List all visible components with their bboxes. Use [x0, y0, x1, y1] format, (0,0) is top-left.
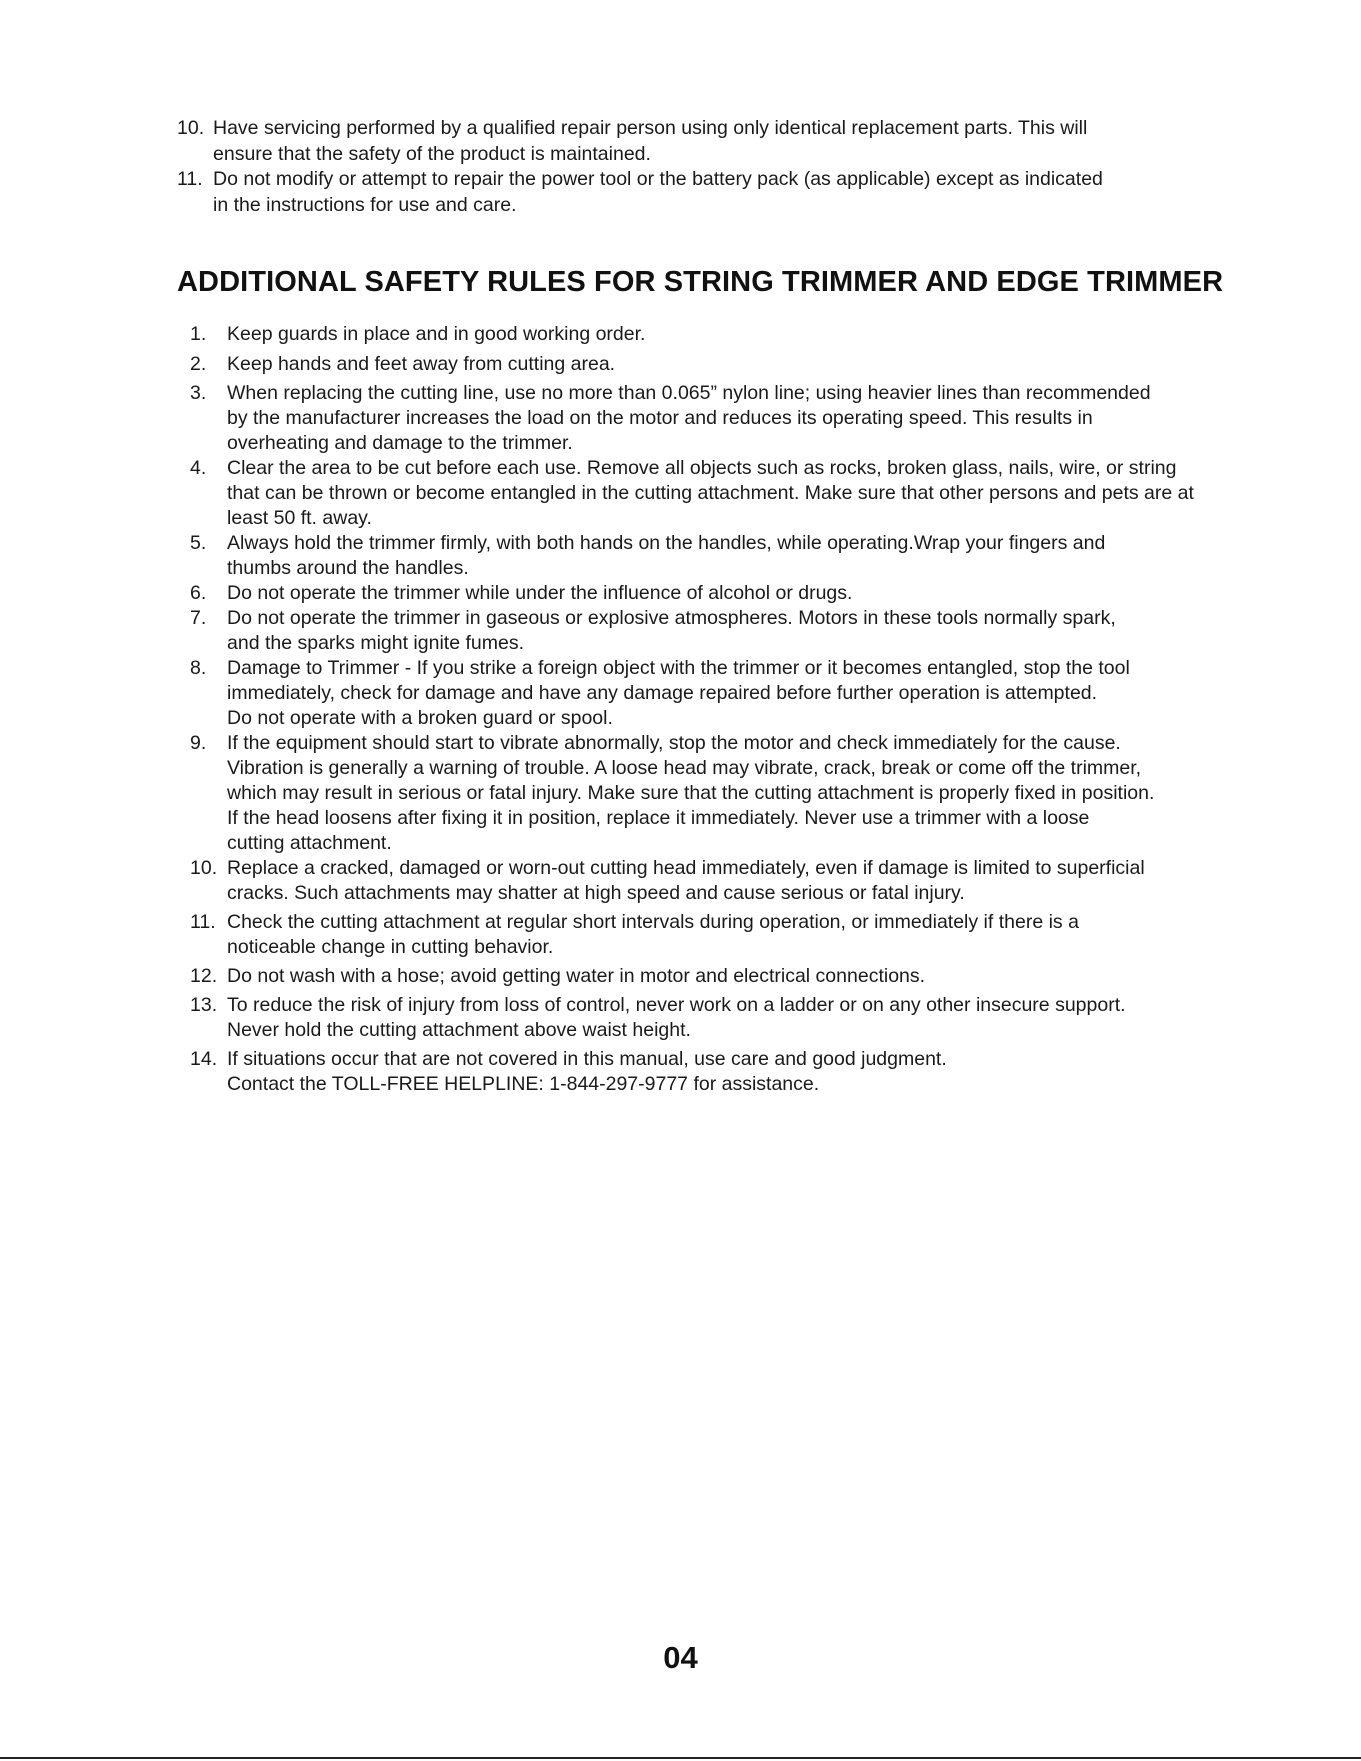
list-text-line: noticeable change in cutting behavior.: [227, 936, 554, 958]
bottom-divider: [0, 1757, 1361, 1759]
list-text-line: that can be thrown or become entangled in the cutting attachment. Make sure that other persons and pets are at: [227, 482, 1194, 504]
list-number: 12.: [190, 965, 218, 987]
list-text-line: by the manufacturer increases the load on the motor and reduces its operating speed. This results in: [227, 407, 1093, 429]
list-text-line: Always hold the trimmer firmly, with both hands on the handles, while operating.Wrap your fingers and: [227, 532, 1106, 554]
intro-item-10: [177, 116, 1277, 167]
list-text-line: ensure that the safety of the product is maintained.: [213, 142, 651, 165]
list-text-line: Keep guards in place and in good working order.: [227, 323, 646, 345]
list-number: 11.: [190, 911, 216, 933]
list-text-line: Keep hands and feet away from cutting area.: [227, 353, 616, 375]
list-text-line: If the equipment should start to vibrate abnormally, stop the motor and check immediately for the cause.: [227, 732, 1121, 754]
rule-item-11: [190, 910, 1270, 960]
rule-item-1: [190, 322, 1270, 347]
list-number: 13.: [190, 994, 218, 1016]
list-text-line: Contact the TOLL-FREE HELPLINE: 1-844-297-9777 for assistance.: [227, 1073, 820, 1095]
list-number: 14.: [190, 1048, 218, 1070]
rule-item-4: [190, 456, 1270, 531]
list-text-line: Vibration is generally a warning of trouble. A loose head may vibrate, crack, break or come off the trimmer,: [227, 757, 1142, 779]
list-text-line: If situations occur that are not covered in this manual, use care and good judgment.: [227, 1048, 947, 1070]
list-text-line: Do not modify or attempt to repair the power tool or the battery pack (as applicable) except as indicated: [213, 168, 1103, 190]
list-text-line: Damage to Trimmer - If you strike a foreign object with the trimmer or it becomes entangled, stop the tool: [227, 657, 1130, 679]
list-number: 3.: [190, 382, 207, 404]
list-text-line: overheating and damage to the trimmer.: [227, 432, 573, 454]
rule-item-9: [190, 731, 1270, 856]
list-number: 2.: [190, 353, 207, 375]
rule-item-7: [190, 606, 1270, 656]
list-number: 7.: [190, 607, 207, 629]
list-text-line: Never hold the cutting attachment above waist height.: [227, 1019, 691, 1041]
intro-item-11: [177, 167, 1277, 218]
continued-general-safety-list: [177, 116, 1277, 218]
list-number: 6.: [190, 582, 207, 604]
list-text-line: Have servicing performed by a qualified repair person using only identical replacement parts. This will: [213, 117, 1088, 139]
page-number: 04: [663, 1640, 698, 1675]
rule-item-3: [190, 381, 1270, 456]
list-text-line: Clear the area to be cut before each use. Remove all objects such as rocks, broken glass, nails, wire, or string: [227, 457, 1177, 479]
rule-item-14: [190, 1047, 1270, 1097]
list-text-line: in the instructions for use and care.: [213, 193, 517, 216]
list-text-line: Do not operate the trimmer while under the influence of alcohol or drugs.: [227, 582, 853, 604]
list-text-line: Check the cutting attachment at regular short intervals during operation, or immediately if there is a: [227, 911, 1079, 933]
list-text-line: thumbs around the handles.: [227, 557, 469, 579]
list-text-line: Replace a cracked, damaged or worn-out cutting head immediately, even if damage is limited to superficial: [227, 857, 1145, 879]
rule-item-12: [190, 964, 1270, 989]
rule-item-2: [190, 352, 1270, 377]
list-text-line: If the head loosens after fixing it in position, replace it immediately. Never use a trimmer with a loose: [227, 807, 1090, 829]
list-number: 9.: [190, 732, 207, 754]
trimmer-safety-rules-list: [190, 322, 1270, 1101]
rule-item-5: [190, 531, 1270, 581]
list-number: 11.: [177, 168, 203, 190]
rule-item-10: [190, 856, 1270, 906]
list-text-line: cracks. Such attachments may shatter at high speed and cause serious or fatal injury.: [227, 882, 965, 904]
list-number: 10.: [177, 117, 205, 139]
list-text-line: immediately, check for damage and have any damage repaired before further operation is attempted.: [227, 682, 1098, 704]
list-text-line: Do not wash with a hose; avoid getting water in motor and electrical connections.: [227, 965, 926, 987]
section-title: ADDITIONAL SAFETY RULES FOR STRING TRIMMER AND EDGE TRIMMER: [177, 266, 1224, 298]
list-text-line: Do not operate with a broken guard or spool.: [227, 707, 613, 729]
list-text-line: which may result in serious or fatal injury. Make sure that the cutting attachment is properly fixed in position.: [227, 782, 1155, 804]
list-text-line: and the sparks might ignite fumes.: [227, 632, 524, 654]
list-number: 8.: [190, 657, 207, 679]
list-text-line: cutting attachment.: [227, 832, 392, 854]
list-number: 4.: [190, 457, 207, 479]
list-text-line: least 50 ft. away.: [227, 507, 372, 529]
list-number: 5.: [190, 532, 207, 554]
list-number: 1.: [190, 323, 207, 345]
rule-item-6: [190, 581, 1270, 606]
list-text-line: To reduce the risk of injury from loss of control, never work on a ladder or on any other insecure support.: [227, 994, 1126, 1016]
rule-item-13: [190, 993, 1270, 1043]
list-text-line: Do not operate the trimmer in gaseous or explosive atmospheres. Motors in these tools normally spark,: [227, 607, 1116, 629]
list-number: 10.: [190, 857, 218, 879]
rule-item-8: [190, 656, 1270, 731]
list-text-line: When replacing the cutting line, use no more than 0.065” nylon line; using heavier lines than recommended: [227, 382, 1151, 404]
